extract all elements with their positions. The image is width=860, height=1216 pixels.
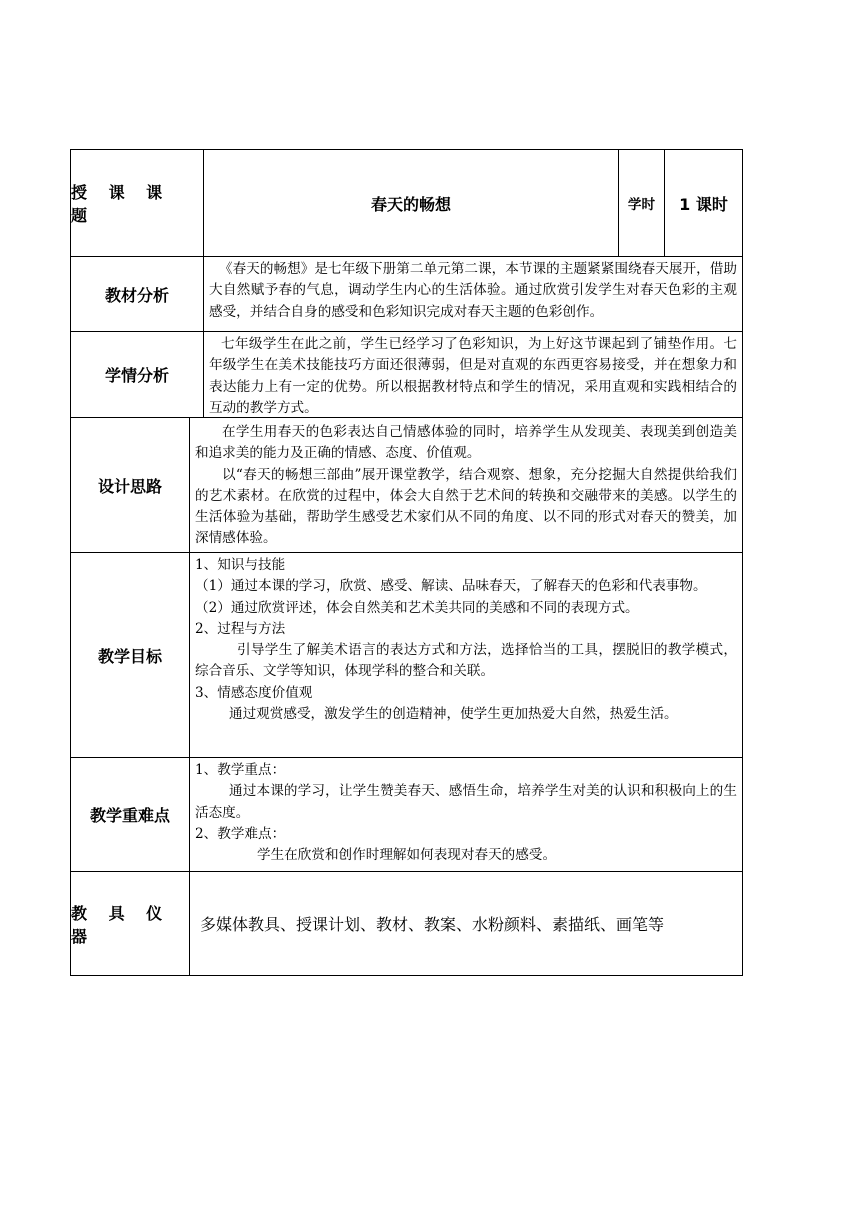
hours-value: 1 课时 bbox=[664, 150, 742, 256]
goals-text bbox=[189, 552, 742, 757]
goals-item-2: （2）通过欣赏评述，体会自然美和艺术美共同的美感和不同的表现方式。 bbox=[195, 599, 639, 616]
keypoints-item-2: 学生在欣赏和创作时理解如何表现对春天的感受。 bbox=[257, 847, 557, 864]
keypoints-heading-2: 2、教学难点： bbox=[195, 825, 286, 842]
keypoints-heading-1: 1、教学重点： bbox=[195, 762, 286, 778]
goals-item-4: 通过观赏感受，激发学生的创造精神，使学生更加热爱大自然，热爱生活。 bbox=[229, 706, 678, 723]
topic-label: 授 课 课 题 bbox=[71, 183, 171, 225]
tools-label: 教 具 仪 器 bbox=[71, 871, 189, 975]
design-paragraph-2: 以“春天的畅想三部曲”展开课堂教学，结合观察、想象，充分挖掘大自然提供给我们的艺术素材。在欣赏的过程中，体会大自然于艺术间的转换和交融带来的美感。以学生的生活体验为基础，帮助学生感受艺术家们从不同的角度、以不同的形式对春天的赞美，加深情感体验。 bbox=[195, 466, 737, 547]
tools-text: 多媒体教具、授课计划、教材、教案、水粉颜料、素描纸、画笔等 bbox=[189, 871, 742, 975]
goals-item-3: 引导学生了解美术语言的表达方式和方法，选择恰当的工具，摆脱旧的教学模式，综合音乐、文学等知识，体现学科的整合和关联。 bbox=[195, 642, 737, 680]
goals-heading-3: 3、情感态度价值观 bbox=[195, 684, 313, 701]
keypoints-text bbox=[189, 757, 742, 871]
material-label: 教材分析 bbox=[71, 256, 203, 331]
design-label: 设计思路 bbox=[71, 417, 189, 552]
hours-label: 学时 bbox=[618, 150, 664, 256]
material-text: 《春天的畅想》是七年级下册第二单元第二课，本节课的主题紧紧围绕春天展开，借助大自然赋予春的气息，调动学生内心的生活体验。通过欣赏引发学生对春天色彩的主观感受，并结合自身的感受和色彩知识完成对春天主题的色彩创作。 bbox=[203, 256, 742, 331]
keypoints-item-1: 通过本课的学习，让学生赞美春天、感悟生命，培养学生对美的认识和积极向上的生活态度。 bbox=[195, 783, 737, 821]
design-text bbox=[189, 417, 742, 552]
goals-heading-2: 2、过程与方法 bbox=[195, 620, 286, 637]
students-label: 学情分析 bbox=[71, 331, 203, 417]
goals-item-1: （1）通过本课的学习，欣赏、感受、解读、品味春天，了解春天的色彩和代表事物。 bbox=[195, 578, 707, 595]
students-text: 七年级学生在此之前，学生已经学习了色彩知识，为上好这节课起到了铺垫作用。七年级学生在美术技能技巧方面还很薄弱，但是对直观的东西更容易接受，并在想象力和表达能力上有一定的优势。所以根据教材特点和学生的情况，采用直观和实践相结合的互动的教学方式。 bbox=[203, 331, 742, 417]
keypoints-label: 教学重难点 bbox=[71, 757, 189, 871]
goals-heading-1: 1、知识与技能 bbox=[195, 557, 286, 573]
topic-value: 春天的畅想 bbox=[203, 150, 618, 256]
lesson-plan-table bbox=[70, 149, 743, 976]
goals-label: 教学目标 bbox=[71, 552, 189, 757]
design-paragraph-1: 在学生用春天的色彩表达自己情感体验的同时，培养学生从发现美、表现美到创造美和追求美的能力及正确的情感、态度、价值观。 bbox=[195, 424, 737, 462]
